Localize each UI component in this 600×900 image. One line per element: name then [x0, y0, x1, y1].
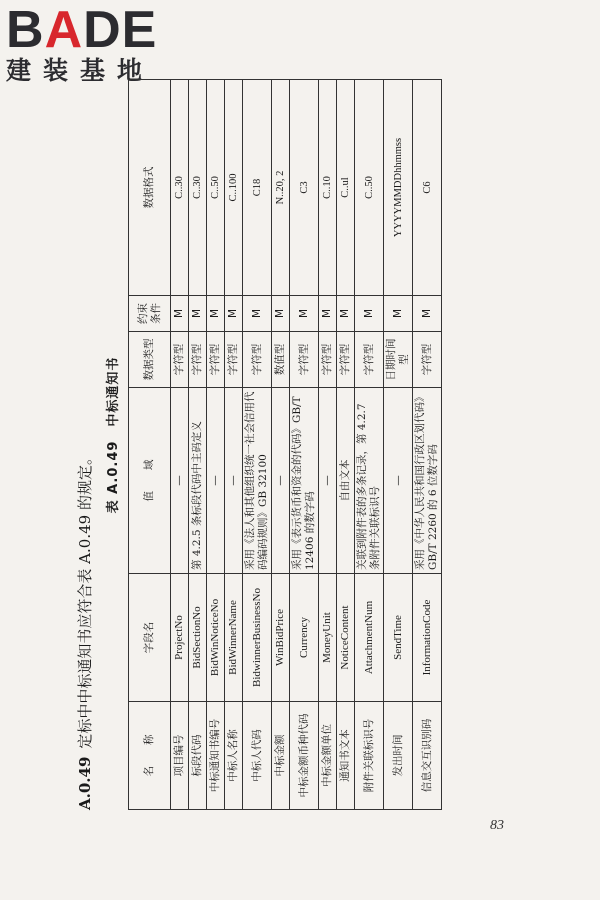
cell-field: BidSectionNo	[189, 574, 207, 702]
cell-data-type: 字符型	[225, 332, 243, 388]
page-number: 83	[490, 818, 504, 833]
table-title: 表 A.0.49 中标通知书	[106, 356, 121, 514]
header-name: 名 称	[129, 702, 171, 810]
cell-format: C..30	[189, 80, 207, 296]
cell-field: MoneyUnit	[319, 574, 337, 702]
cell-data-type: 数值型	[272, 332, 290, 388]
cell-constraint: M	[384, 296, 413, 332]
cell-field: BidWinnerName	[225, 574, 243, 702]
cell-constraint: M	[207, 296, 225, 332]
cell-data-type: 字符型	[290, 332, 319, 388]
cell-format: C..50	[207, 80, 225, 296]
cell-format: C..30	[171, 80, 189, 296]
logo-wordmark: BADE	[6, 1, 158, 59]
cell-format: N..20, 2	[272, 80, 290, 296]
cell-name: 中标通知书编号	[207, 702, 225, 810]
table-row	[225, 80, 243, 810]
cell-name: 中标金额单位	[319, 702, 337, 810]
cell-value: —	[207, 388, 225, 574]
cell-data-type: 字符型	[189, 332, 207, 388]
section-statement	[70, 450, 100, 810]
header-constraint: 约束条件	[129, 296, 171, 332]
cell-constraint: M	[225, 296, 243, 332]
cell-field: SendTime	[384, 574, 413, 702]
table-row	[290, 80, 319, 810]
cell-name: 中标金额	[272, 702, 290, 810]
cell-constraint: M	[272, 296, 290, 332]
cell-name: 信息交互识别码	[413, 702, 442, 810]
cell-value: 自由文本	[337, 388, 355, 574]
cell-name: 标段代码	[189, 702, 207, 810]
header-format: 数据格式	[129, 80, 171, 296]
table-header-row	[129, 80, 171, 810]
table-row	[207, 80, 225, 810]
cell-value: —	[319, 388, 337, 574]
cell-constraint: M	[189, 296, 207, 332]
cell-field: AttachmentNum	[355, 574, 384, 702]
cell-name: 中标人名称	[225, 702, 243, 810]
cell-field: InformationCode	[413, 574, 442, 702]
cell-value: 第 4.2.5 条标段代码中主码定义	[189, 388, 207, 574]
cell-field: BidwinnerBusinessNo	[243, 574, 272, 702]
cell-value: 采用《表示货币和资金的代码》GB/T 12406 的数字码	[290, 388, 319, 574]
cell-data-type: 字符型	[171, 332, 189, 388]
cell-field: BidWinNoticeNo	[207, 574, 225, 702]
cell-value: —	[225, 388, 243, 574]
cell-constraint: M	[413, 296, 442, 332]
cell-data-type: 字符型	[243, 332, 272, 388]
cell-data-type: 字符型	[319, 332, 337, 388]
section-number: A.0.49	[76, 756, 94, 810]
cell-constraint: M	[171, 296, 189, 332]
cell-format: C6	[413, 80, 442, 296]
cell-format: C..ul	[337, 80, 355, 296]
cell-format: C18	[243, 80, 272, 296]
cell-value: —	[384, 388, 413, 574]
cell-name: 附件关联标识号	[355, 702, 384, 810]
cell-name: 发出时间	[384, 702, 413, 810]
cell-data-type: 字符型	[337, 332, 355, 388]
table-row	[272, 80, 290, 810]
cell-data-type: 日期时间型	[384, 332, 413, 388]
section-text: 定标中中标通知书应符合表 A.0.49 的规定。	[76, 450, 94, 749]
table-row	[319, 80, 337, 810]
cell-name: 中标人代码	[243, 702, 272, 810]
cell-constraint: M	[290, 296, 319, 332]
cell-value: —	[171, 388, 189, 574]
table-row	[189, 80, 207, 810]
cell-data-type: 字符型	[355, 332, 384, 388]
cell-data-type: 字符型	[207, 332, 225, 388]
rotated-page-content	[70, 60, 480, 810]
header-data-type: 数据类型	[129, 332, 171, 388]
field-table	[128, 79, 442, 810]
table-row	[243, 80, 272, 810]
cell-name: 通知书文本	[337, 702, 355, 810]
table-row	[355, 80, 384, 810]
cell-value: 关联到附件表的多条记录，第 4.2.7 条附件关联标识号	[355, 388, 384, 574]
cell-data-type: 字符型	[413, 332, 442, 388]
cell-value: —	[272, 388, 290, 574]
cell-field: WinBidPrice	[272, 574, 290, 702]
header-field: 字段名	[129, 574, 171, 702]
table-row	[384, 80, 413, 810]
cell-name: 项目编号	[171, 702, 189, 810]
cell-constraint: M	[337, 296, 355, 332]
cell-constraint: M	[319, 296, 337, 332]
table-row	[337, 80, 355, 810]
cell-field: Currency	[290, 574, 319, 702]
table-row	[413, 80, 442, 810]
cell-format: C..10	[319, 80, 337, 296]
cell-value: 采用《法人和其他组织统一社会信用代码编码规则》GB 32100	[243, 388, 272, 574]
cell-field: NoticeContent	[337, 574, 355, 702]
cell-format: C..100	[225, 80, 243, 296]
table-row	[171, 80, 189, 810]
cell-format: C3	[290, 80, 319, 296]
cell-name: 中标金额币种代码	[290, 702, 319, 810]
cell-constraint: M	[355, 296, 384, 332]
cell-field: ProjectNo	[171, 574, 189, 702]
cell-constraint: M	[243, 296, 272, 332]
cell-format: C..50	[355, 80, 384, 296]
logo-subtitle: 建装基地	[6, 56, 155, 85]
cell-format: YYYYMMDDhhmmss	[384, 80, 413, 296]
cell-value: 采用《中华人民共和国行政区划代码》GB/T 2260 的 6 位数字码	[413, 388, 442, 574]
header-value: 值 域	[129, 388, 171, 574]
